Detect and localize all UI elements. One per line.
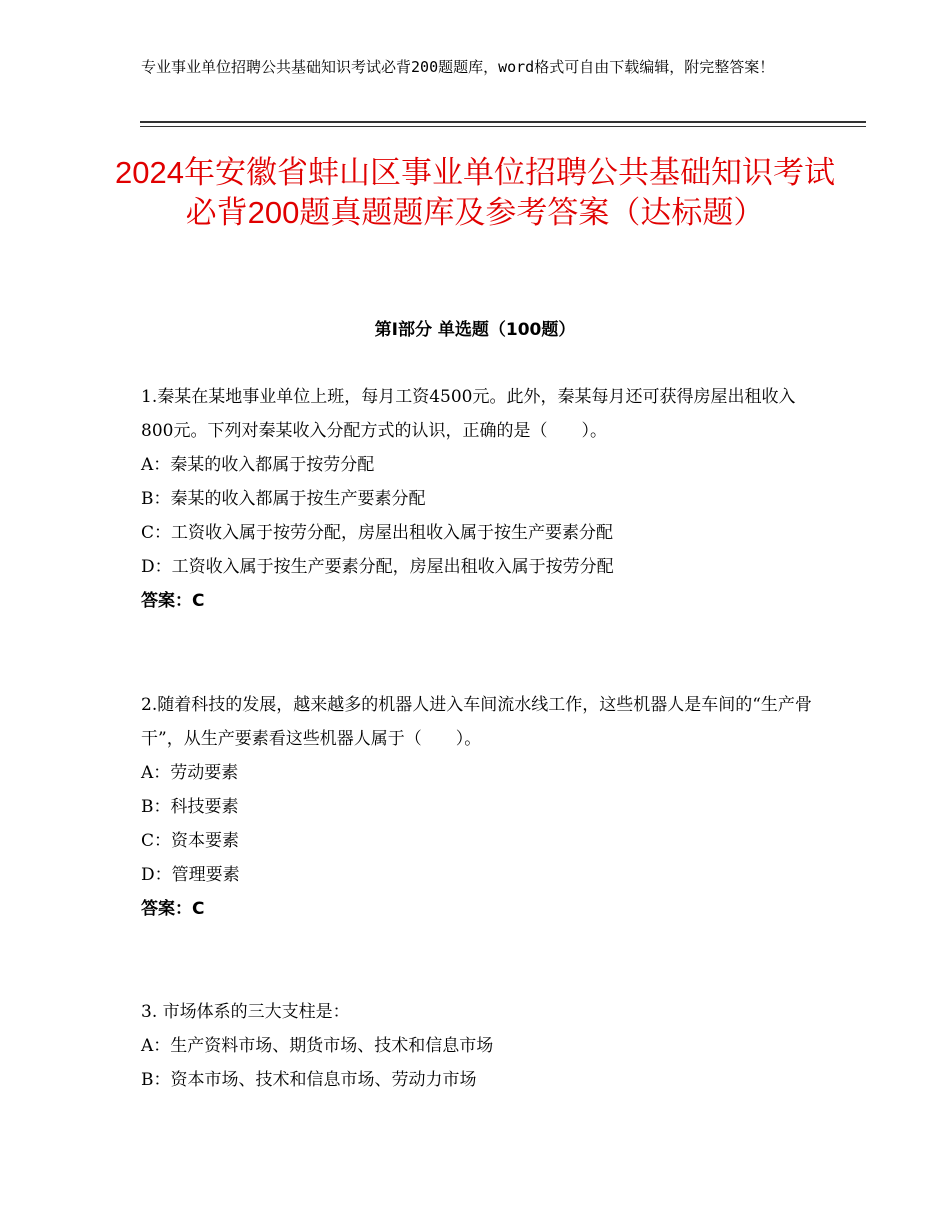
question-3 — [141, 995, 821, 1097]
header-divider — [140, 121, 866, 123]
option-b: B：秦某的收入都属于按生产要素分配 — [141, 489, 426, 509]
option-a: A：生产资料市场、期货市场、技术和信息市场 — [141, 1036, 494, 1056]
option-b: B：资本市场、技术和信息市场、劳动力市场 — [141, 1070, 477, 1090]
option-a: A：劳动要素 — [141, 763, 239, 783]
option-b: B：科技要素 — [141, 797, 239, 817]
option-c: C：工资收入属于按劳分配，房屋出租收入属于按生产要素分配 — [141, 523, 614, 543]
document-title: 2024年安徽省蚌山区事业单位招聘公共基础知识考试必背200题真题题库及参考答案（达标题） — [115, 155, 835, 230]
question-stem: 3. 市场体系的三大支柱是： — [141, 1002, 350, 1022]
question-stem: 1.秦某在某地事业单位上班，每月工资4500元。此外，秦某每月还可获得房屋出租收入800元。下列对秦某收入分配方式的认识，正确的是（ ）。 — [141, 387, 796, 441]
question-1 — [141, 380, 821, 618]
question-2 — [141, 688, 821, 926]
question-stem: 2.随着科技的发展，越来越多的机器人进入车间流水线工作，这些机器人是车间的“生产骨干”，从生产要素看这些机器人属于（ ）。 — [141, 695, 812, 749]
option-a: A：秦某的收入都属于按劳分配 — [141, 455, 375, 475]
option-d: D：管理要素 — [141, 865, 240, 885]
header-note: 专业事业单位招聘公共基础知识考试必背200题题库，word格式可自由下载编辑，附完整答案！ — [141, 58, 775, 76]
answer-label: 答案：C — [141, 591, 205, 611]
answer-label: 答案：C — [141, 899, 205, 919]
option-c: C：资本要素 — [141, 831, 240, 851]
header-divider-thin — [140, 126, 866, 127]
section-heading: 第Ⅰ部分 单选题（100题） — [374, 320, 576, 340]
option-d: D：工资收入属于按生产要素分配，房屋出租收入属于按劳分配 — [141, 557, 614, 577]
